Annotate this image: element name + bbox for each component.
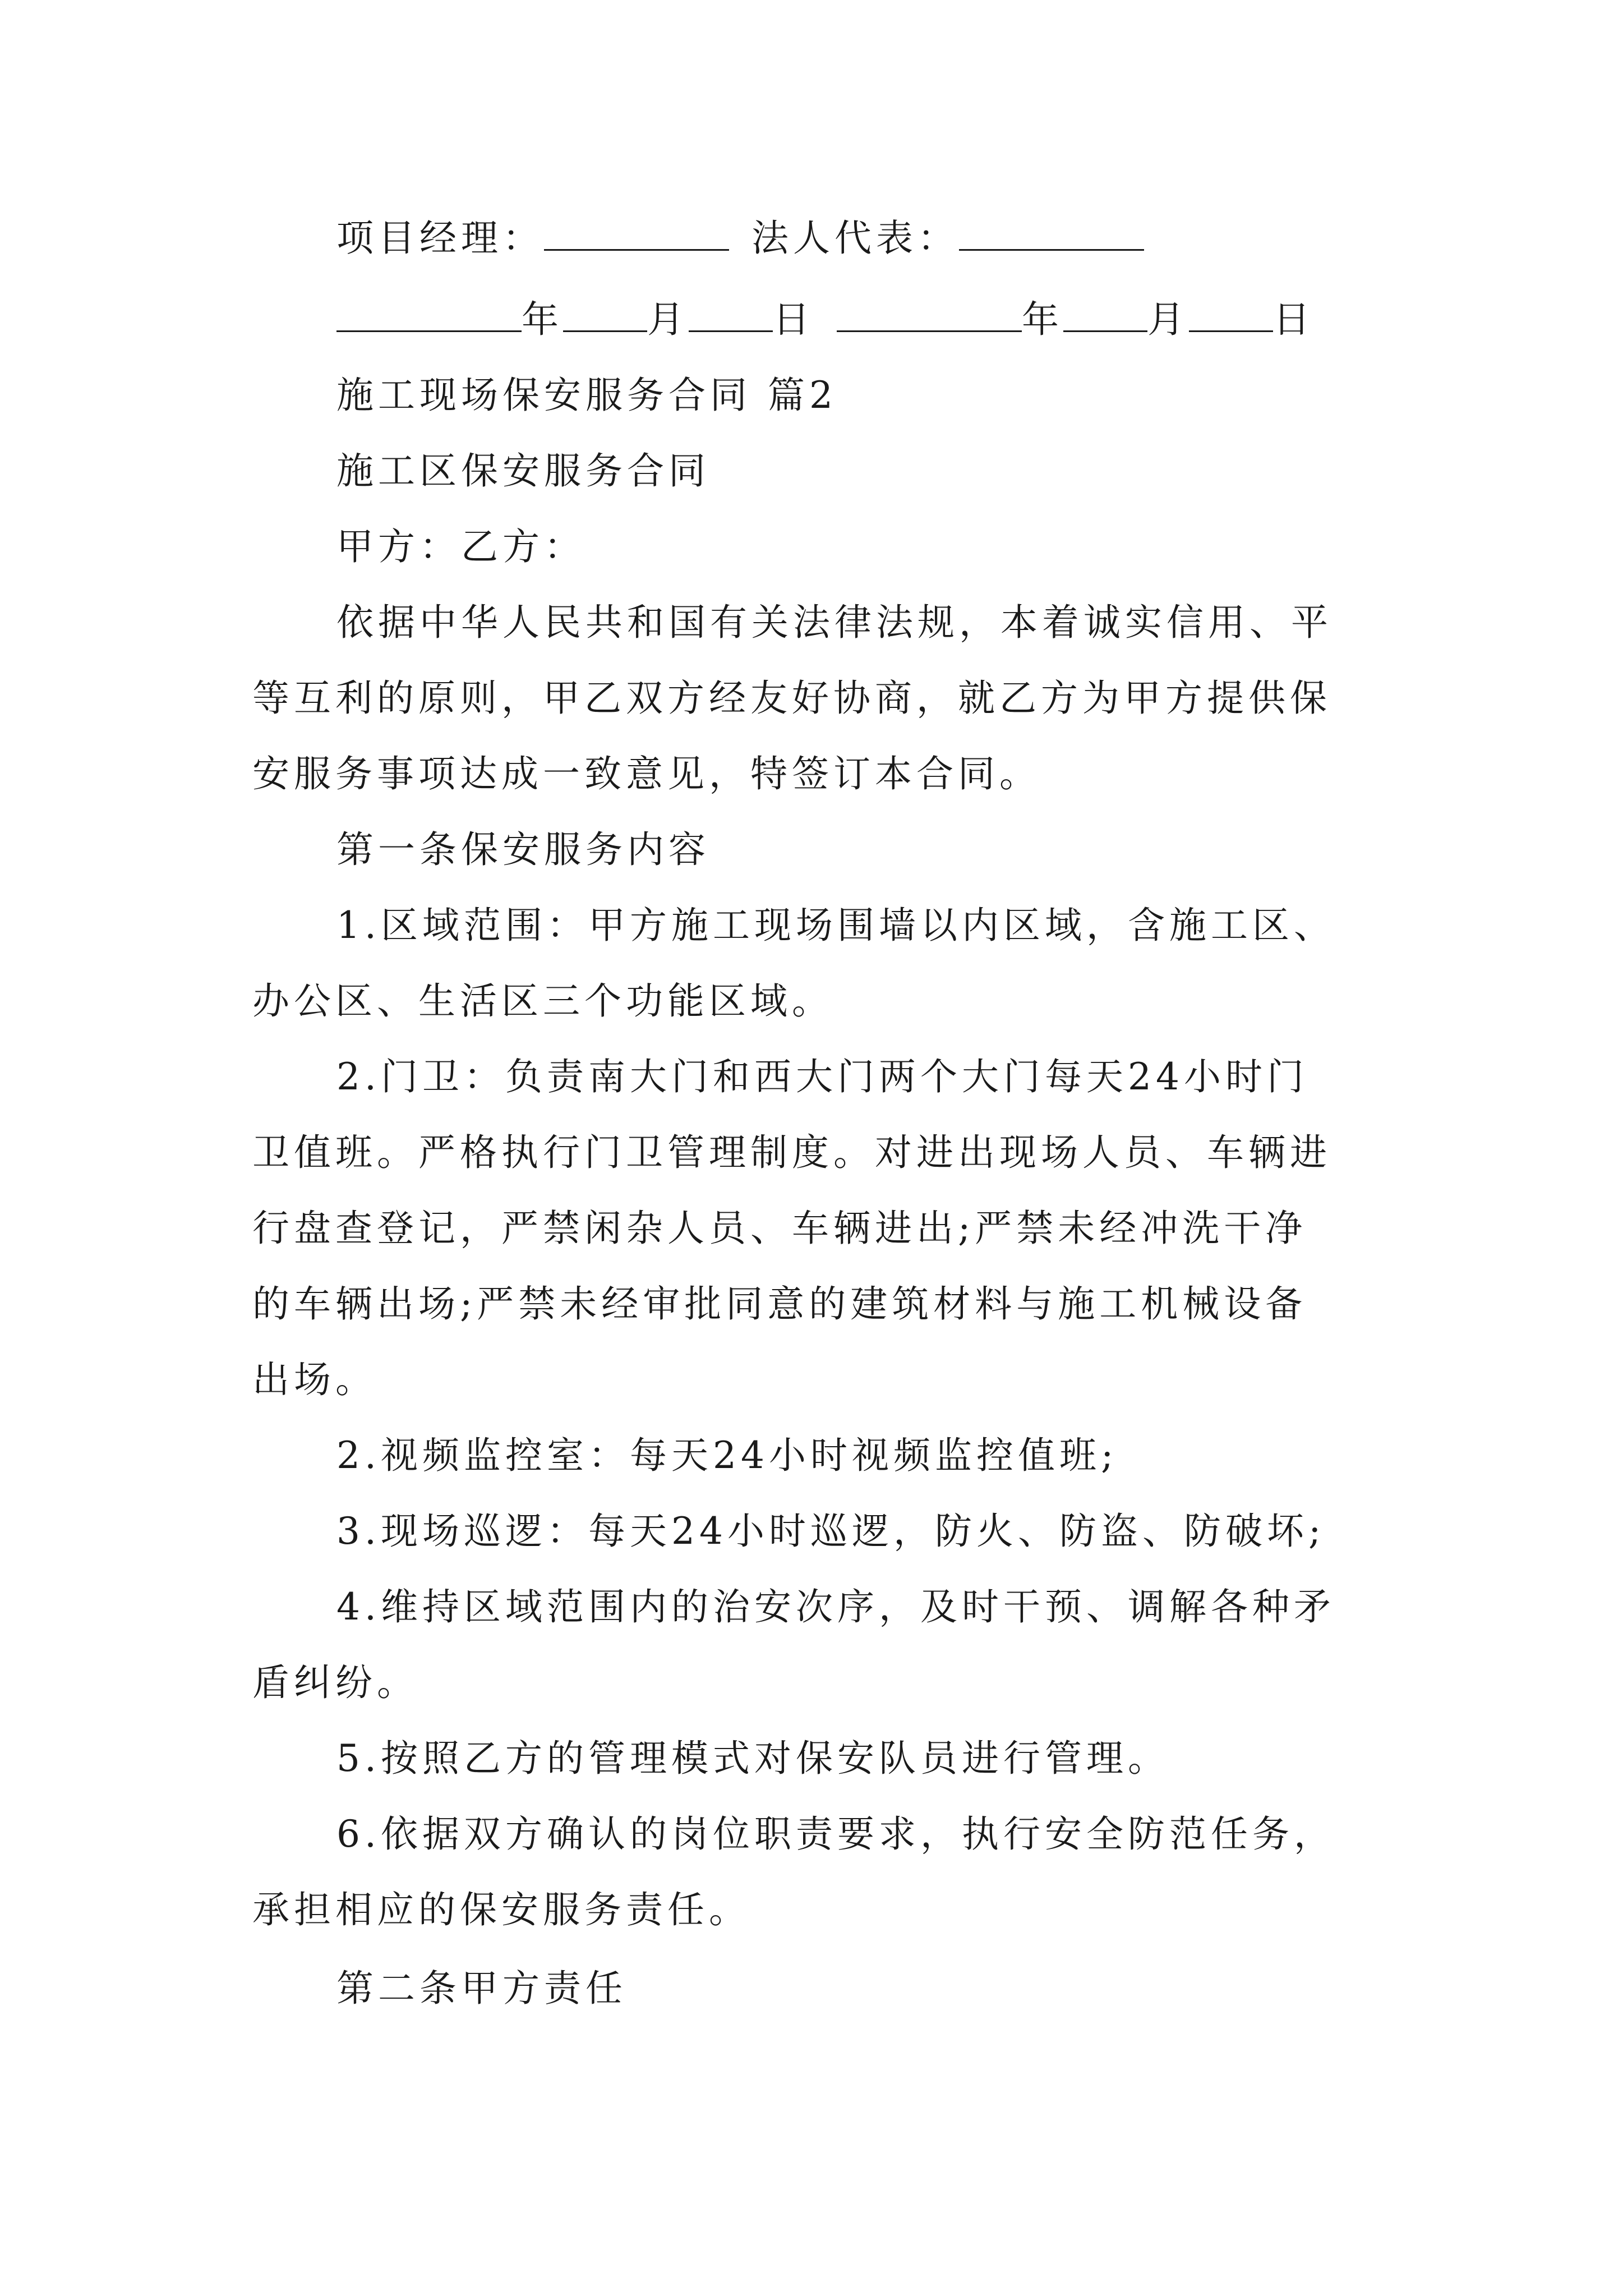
item4-line: 3.现场巡逻：每天24小时巡逻，防火、防盗、防破坏; (336, 1510, 1326, 1553)
preamble-line-1: 依据中华人民共和国有关法律法规，本着诚实信用、平 (336, 601, 1332, 644)
day-char-left: 日 (773, 298, 814, 341)
item1-line-2: 办公区、生活区三个功能区域。 (252, 979, 833, 1023)
day-blank-right (1189, 296, 1273, 332)
legal-rep-label: 法人代表： (751, 217, 959, 260)
item5-line-2: 盾纠纷。 (252, 1661, 418, 1704)
day-char-right: 日 (1273, 298, 1315, 341)
item2-line-2: 卫值班。严格执行门卫管理制度。对进出现场人员、车辆进 (252, 1131, 1331, 1174)
section-title: 施工现场保安服务合同 篇2 (336, 374, 837, 417)
project-manager-blank (544, 214, 729, 251)
article1-title: 第一条保安服务内容 (336, 828, 710, 871)
item1-line-1: 1.区域范围：甲方施工现场围墙以内区域，含施工区、 (336, 904, 1335, 947)
item7-line-1: 6.依据双方确认的岗位职责要求，执行安全防范任务， (336, 1812, 1335, 1856)
year-blank-left (336, 296, 522, 332)
item6-line: 5.按照乙方的管理模式对保安队员进行管理。 (336, 1737, 1169, 1780)
item2-line-4: 的车辆出场;严禁未经审批同意的建筑材料与施工机械设备 (252, 1282, 1307, 1326)
preamble-line-2: 等互利的原则，甲乙双方经友好协商，就乙方为甲方提供保 (252, 677, 1331, 720)
article2-title: 第二条甲方责任 (336, 1967, 627, 2010)
month-char-left: 月 (647, 298, 689, 341)
item5-line-1: 4.维持区域范围内的治安次序，及时干预、调解各种矛 (336, 1585, 1335, 1628)
year-char-left: 年 (522, 298, 563, 341)
item2-line-1: 2.门卫：负责南大门和西大门两个大门每天24小时门 (336, 1055, 1308, 1098)
contract-title: 施工区保安服务合同 (336, 449, 710, 493)
month-char-right: 月 (1147, 298, 1189, 341)
preamble-line-3: 安服务事项达成一致意见，特签订本合同。 (252, 752, 1041, 795)
year-char-right: 年 (1022, 298, 1063, 341)
month-blank-left (563, 296, 647, 332)
item3-line: 2.视频监控室：每天24小时视频监控值班; (336, 1434, 1118, 1477)
date-line (336, 295, 1315, 345)
item7-line-2: 承担相应的保安服务责任。 (252, 1888, 750, 1931)
parties-line: 甲方：乙方： (336, 525, 585, 568)
legal-rep-blank (959, 214, 1144, 251)
project-manager-label: 项目经理： (336, 217, 544, 260)
year-blank-right (837, 296, 1022, 332)
item2-line-3: 行盘查登记，严禁闲杂人员、车辆进出;严禁未经冲洗干净 (252, 1207, 1307, 1250)
signature-line (336, 213, 1144, 264)
month-blank-right (1063, 296, 1147, 332)
day-blank-left (689, 296, 773, 332)
item2-line-5: 出场。 (252, 1358, 377, 1401)
